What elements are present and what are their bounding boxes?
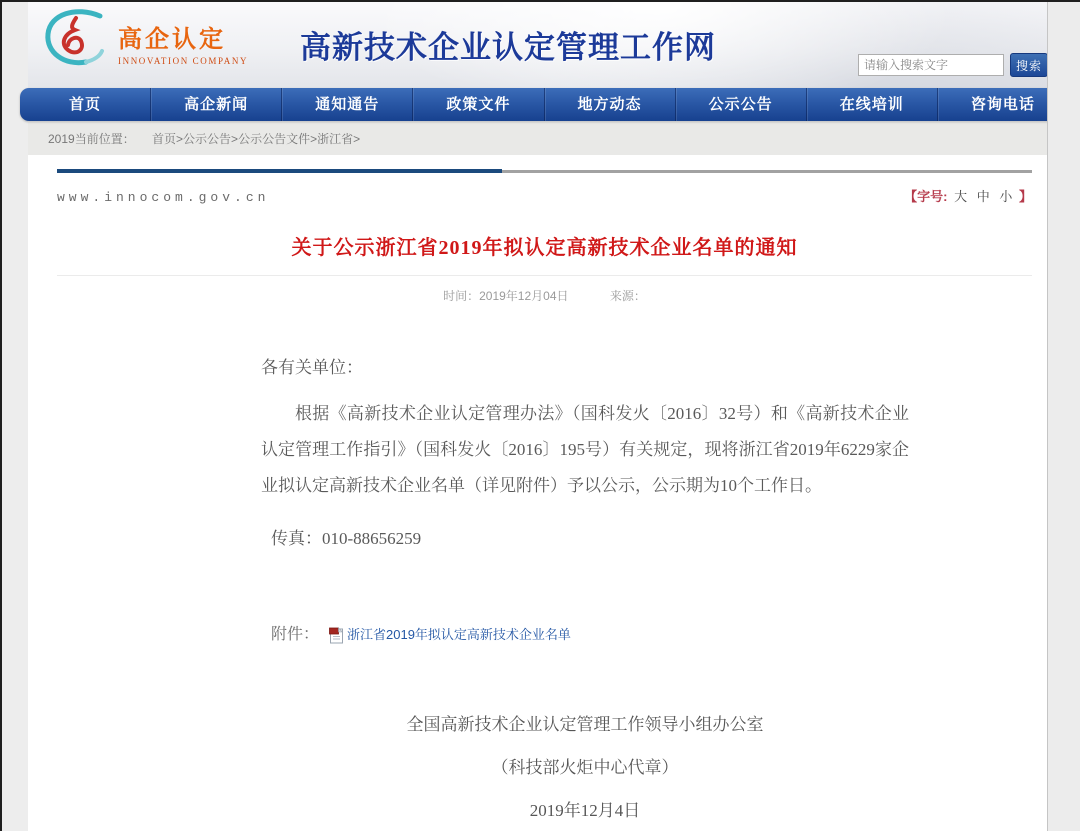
site-title: 高新技术企业认定管理工作网	[300, 30, 716, 65]
nav-item-home[interactable]: 首页	[69, 96, 102, 113]
logo-en-text: INNOVATION COMPANY	[118, 55, 249, 66]
title-divider	[57, 275, 1032, 276]
nav-item-news[interactable]: 高企新闻	[150, 88, 281, 121]
fontsize-label-close: 】	[1018, 189, 1032, 204]
article-content	[28, 155, 1048, 831]
article-title: 关于公示浙江省2019年拟认定高新技术企业名单的通知	[291, 237, 798, 259]
signature-block	[261, 705, 909, 831]
nav-item-announcements[interactable]: 公示公告	[675, 88, 806, 121]
article-meta	[57, 287, 1032, 304]
nav-item-notices[interactable]: 通知通告	[281, 88, 412, 121]
fontsize-widget	[904, 186, 1032, 205]
window-top-border	[0, 0, 1080, 2]
signature-org: 全国高新技术企业认定管理工作领导小组办公室	[406, 715, 764, 734]
article-source: 来源：	[609, 289, 646, 303]
window-left-border	[0, 0, 2, 831]
nav-item-training[interactable]: 在线培训	[806, 88, 937, 121]
site-url: www.innocom.gov.cn	[57, 190, 270, 205]
nav-item-policy[interactable]: 政策文件	[412, 88, 543, 121]
search-input[interactable]	[858, 54, 1004, 76]
article-paragraph: 根据《高新技术企业认定管理办法》（国科发火〔2016〕32号）和《高新技术企业认定管理工作指引》（国科发火〔2016〕195号）有关规定，现将浙江省2019年6229家企业拟认定高新技术企业名单（详见附件）予以公示，公示期为10个工作日。	[261, 404, 909, 495]
attachment-file-icon	[329, 627, 344, 644]
fontsize-label: 【字号:	[904, 189, 948, 204]
signature-date: 2019年12月4日	[529, 801, 641, 820]
search-button[interactable]: 搜索	[1010, 53, 1048, 77]
header-rule-navy	[57, 169, 502, 173]
breadcrumb-label: 2019当前位置：	[48, 132, 135, 146]
fax-line: 传真：010-88656259	[271, 529, 422, 548]
nav-item-local[interactable]: 地方动态	[544, 88, 675, 121]
header-rule	[57, 169, 1032, 173]
signature-seal: （科技部火炬中心代章）	[491, 758, 679, 777]
header-rule-gray	[502, 170, 1032, 173]
search-box	[858, 53, 1048, 77]
fontsize-large-button[interactable]: 大	[954, 189, 968, 204]
breadcrumb	[28, 121, 1048, 155]
article-time: 时间：2019年12月04日	[443, 289, 569, 303]
attachment-row	[261, 617, 909, 653]
attachment-link[interactable]: 浙江省2019年拟认定高新技术企业名单	[347, 627, 571, 642]
fontsize-small-button[interactable]: 小	[999, 189, 1013, 204]
fontsize-medium-button[interactable]: 中	[976, 189, 990, 204]
site-header	[28, 0, 1048, 88]
salutation: 各有关单位：	[261, 358, 363, 377]
page-container	[28, 0, 1048, 831]
breadcrumb-path[interactable]: 首页>公示公告>公示公告文件>浙江省>	[152, 132, 361, 146]
main-navbar	[20, 88, 1068, 121]
article-body	[261, 350, 909, 831]
logo-cn-text: 高企认定	[118, 26, 226, 53]
page-right-gutter	[1047, 0, 1080, 831]
url-row	[57, 180, 1032, 205]
nav-item-contact[interactable]: 咨询电话	[937, 88, 1068, 121]
attachment-label: 附件：	[271, 626, 320, 643]
